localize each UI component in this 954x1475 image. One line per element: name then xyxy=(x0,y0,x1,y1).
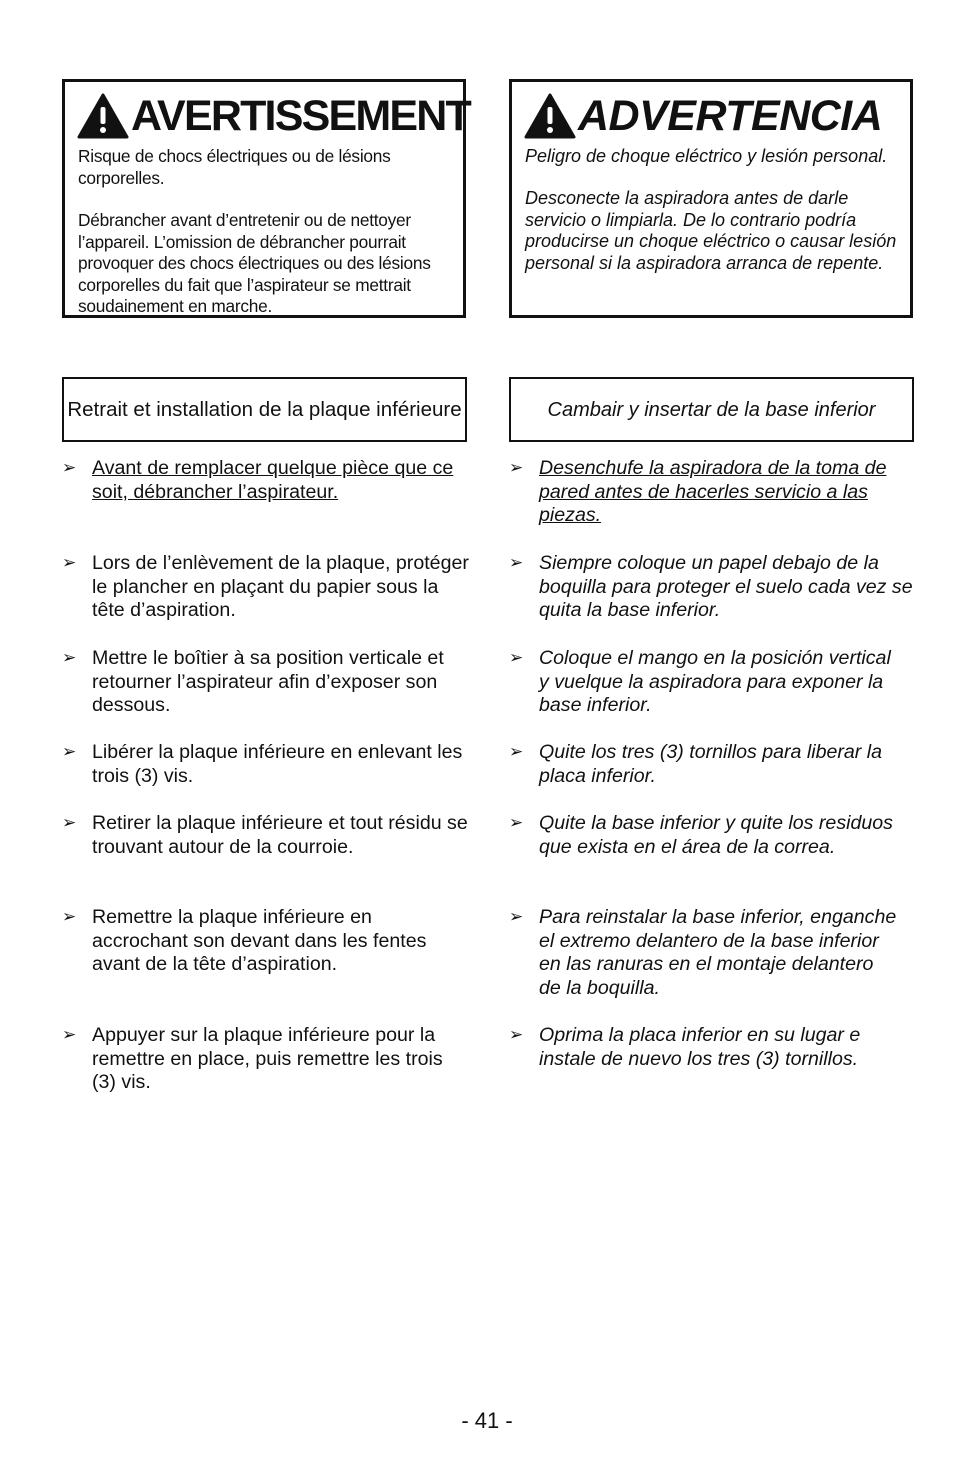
list-item xyxy=(509,552,919,623)
step-text: Siempre coloque un papel debajo de la boquilla para proteger el suelo cada vez se quita la base inferior. xyxy=(539,552,913,621)
step-text: Appuyer sur la plaque inférieure pour la remettre en place, puis remettre les trois (3) vis. xyxy=(92,1024,443,1093)
arrow-bullet-icon: ➢ xyxy=(509,648,524,668)
warning-triangle-icon xyxy=(524,93,576,139)
section-heading-text: Cambair y insertar de la base inferior xyxy=(547,398,876,421)
arrow-bullet-icon: ➢ xyxy=(509,1025,524,1045)
warning-paragraph: Débrancher avant d’entretenir ou de nettoyer l’appareil. L’omission de débrancher pourrait provoquer des chocs électriques ou des lésions corporelles du fait que l’aspirateur se mettrait soudainement en marche. xyxy=(78,210,431,316)
list-item xyxy=(509,812,919,859)
arrow-bullet-icon: ➢ xyxy=(62,742,77,762)
warning-box-spanish xyxy=(509,79,913,318)
warning-paragraph: Peligro de choque eléctrico y lesión personal. xyxy=(525,146,888,166)
warning-box-french xyxy=(62,79,470,318)
step-text: Oprima la placa inferior en su lugar e instale de nuevo los tres (3) tornillos. xyxy=(539,1024,861,1070)
step-text: Remettre la plaque inférieure en accrochant son devant dans les fentes avant de la tête d’aspiration. xyxy=(92,906,427,975)
step-text: Libérer la plaque inférieure en enlevant les trois (3) vis. xyxy=(92,741,463,787)
arrow-bullet-icon: ➢ xyxy=(62,648,77,668)
step-text: Quite la base inferior y quite los residuos que exista en el área de la correa. xyxy=(539,812,893,858)
warning-paragraph: Risque de chocs électriques ou de lésions corporelles. xyxy=(78,146,391,188)
list-item xyxy=(509,1024,919,1071)
warning-title-french: AVERTISSEMENT xyxy=(131,92,470,140)
step-text: Retirer la plaque inférieure et tout résidu se trouvant autour de la courroie. xyxy=(92,812,468,858)
step-text: Lors de l’enlèvement de la plaque, protéger le plancher en plaçant du papier sous la tête d’aspiration. xyxy=(92,552,469,621)
arrow-bullet-icon: ➢ xyxy=(509,907,524,927)
list-item xyxy=(509,647,919,718)
section-heading-spanish xyxy=(509,377,914,442)
list-item xyxy=(62,647,472,718)
list-item xyxy=(62,906,472,977)
warning-triangle-icon xyxy=(77,93,129,139)
section-heading-text: Retrait et installation de la plaque inférieure xyxy=(67,397,462,421)
list-item xyxy=(62,812,472,859)
arrow-bullet-icon: ➢ xyxy=(62,1025,77,1045)
arrow-bullet-icon: ➢ xyxy=(62,553,77,573)
list-item xyxy=(509,457,919,528)
arrow-bullet-icon: ➢ xyxy=(509,813,524,833)
list-item xyxy=(62,457,472,504)
arrow-bullet-icon: ➢ xyxy=(62,907,77,927)
warning-header-spanish xyxy=(524,92,910,140)
warning-text-french xyxy=(78,146,451,318)
warning-text-spanish xyxy=(525,146,898,274)
warning-header-french xyxy=(77,92,470,140)
step-text: Desenchufe la aspiradora de la toma de pared antes de hacerles servicio a las piezas. xyxy=(539,457,887,526)
step-text: Mettre le boîtier à sa position verticale et retourner l’aspirateur afin d’exposer son dessous. xyxy=(92,647,444,716)
warning-title-spanish: ADVERTENCIA xyxy=(578,92,883,140)
step-text: Quite los tres (3) tornillos para liberar la placa inferior. xyxy=(539,741,883,787)
arrow-bullet-icon: ➢ xyxy=(509,742,524,762)
list-item xyxy=(62,741,472,788)
arrow-bullet-icon: ➢ xyxy=(62,458,77,478)
warning-paragraph: Desconecte la aspiradora antes de darle servicio o limpiarla. De lo contrario podría producirse un choque eléctrico o causar lesión personal si la aspiradora arranca de repente. xyxy=(525,188,897,273)
arrow-bullet-icon: ➢ xyxy=(509,458,524,478)
list-item xyxy=(509,741,919,788)
list-item xyxy=(509,906,919,1000)
arrow-bullet-icon: ➢ xyxy=(62,813,77,833)
step-text: Para reinstalar la base inferior, enganche el extremo delantero de la base inferior en las ranuras en el montaje delantero de la boquilla. xyxy=(539,906,897,999)
step-text: Coloque el mango en la posición vertical y vuelque la aspiradora para exponer la base inferior. xyxy=(539,647,891,716)
list-item xyxy=(62,552,472,623)
page-number: - 41 - xyxy=(461,1408,513,1433)
list-item xyxy=(62,1024,472,1095)
step-text: Avant de remplacer quelque pièce que ce soit, débrancher l’aspirateur. xyxy=(92,457,454,503)
section-heading-french xyxy=(62,377,467,442)
arrow-bullet-icon: ➢ xyxy=(509,553,524,573)
